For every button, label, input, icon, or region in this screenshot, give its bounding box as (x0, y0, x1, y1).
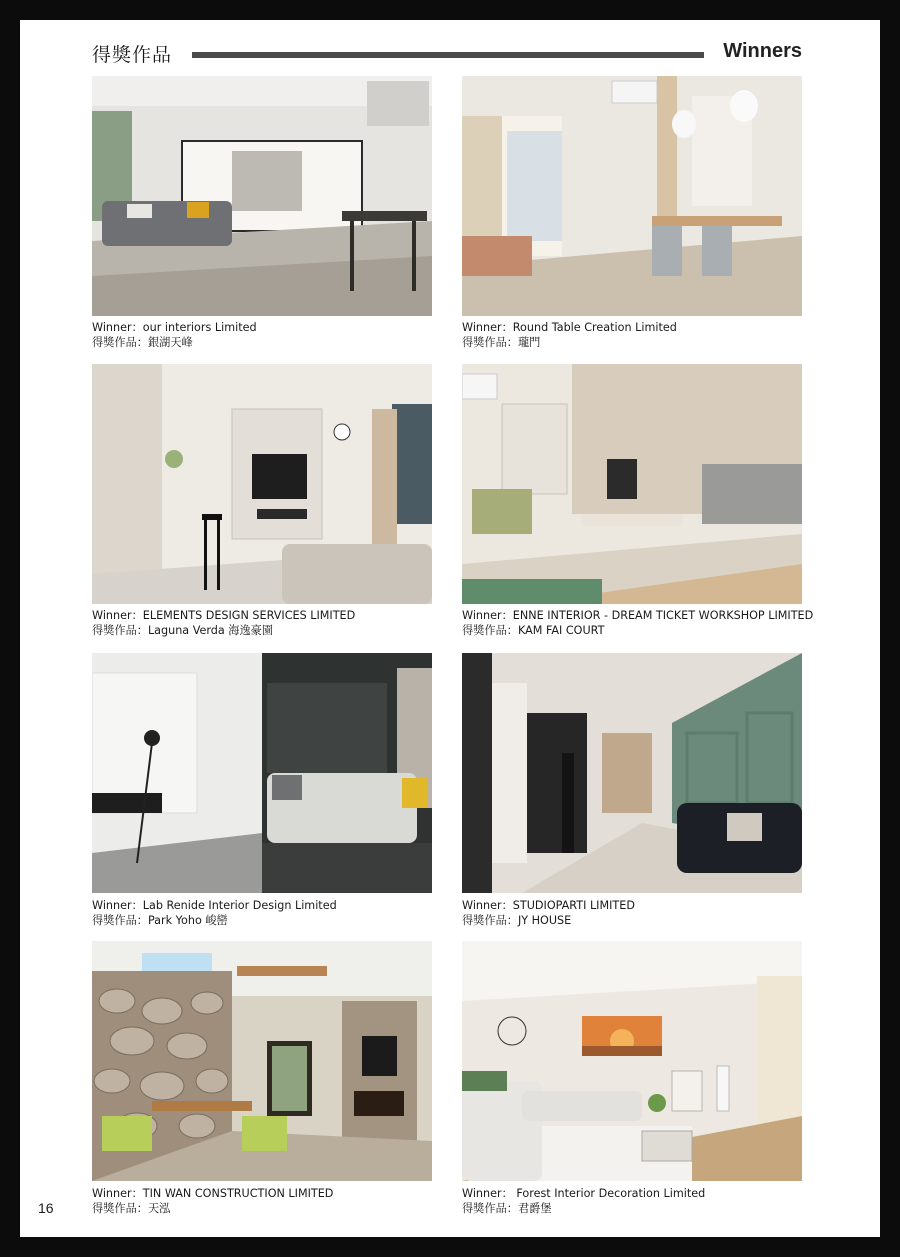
winning-work: 得獎作品：Laguna Verda 海逸豪園 (92, 624, 274, 637)
winner-photo-1 (92, 76, 432, 316)
winner-photo-3 (92, 364, 432, 604)
winning-work: 得獎作品：KAM FAI COURT (462, 624, 605, 637)
winner-caption-8 (462, 1186, 705, 1216)
winning-work: 得獎作品：天泓 (92, 1202, 171, 1215)
winner-name: Winner：ELEMENTS DESIGN SERVICES LIMITED (92, 609, 356, 622)
winner-photo-6 (462, 653, 802, 893)
winning-work: 得獎作品：瓏門 (462, 336, 541, 349)
winner-photo-8 (462, 941, 802, 1181)
winner-caption-5 (92, 898, 337, 928)
header-title-english: Winners (723, 40, 802, 62)
brochure-page (20, 20, 880, 1237)
winner-caption-1 (92, 320, 257, 350)
winner-photo-5 (92, 653, 432, 893)
winner-name: Winner： Forest Interior Decoration Limited (462, 1187, 706, 1200)
winning-work: 得獎作品：Park Yoho 峻巒 (92, 914, 228, 927)
header-title-chinese: 得獎作品 (92, 44, 173, 66)
winning-work: 得獎作品：君爵堡 (462, 1202, 552, 1215)
winner-name: Winner：our interiors Limited (92, 321, 257, 334)
winner-name: Winner：Lab Renide Interior Design Limited (92, 899, 337, 912)
winner-name: Winner：Round Table Creation Limited (462, 321, 677, 334)
winner-photo-7 (92, 941, 432, 1181)
winner-photo-2 (462, 76, 802, 316)
header-divider-bar (192, 52, 704, 58)
winner-caption-7 (92, 1186, 333, 1216)
page-number: 16 (38, 1200, 54, 1216)
winning-work: 得獎作品：JY HOUSE (462, 914, 572, 927)
winning-work: 得獎作品：銀湖天峰 (92, 336, 193, 349)
winner-name: Winner：STUDIOPARTI LIMITED (462, 899, 635, 912)
winner-caption-4 (462, 608, 813, 638)
winner-name: Winner：TIN WAN CONSTRUCTION LIMITED (92, 1187, 334, 1200)
winner-caption-3 (92, 608, 355, 638)
winner-caption-6 (462, 898, 635, 928)
winner-name: Winner：ENNE INTERIOR - DREAM TICKET WORKSHOP LIMITED (462, 609, 814, 622)
winner-caption-2 (462, 320, 677, 350)
winner-photo-4 (462, 364, 802, 604)
